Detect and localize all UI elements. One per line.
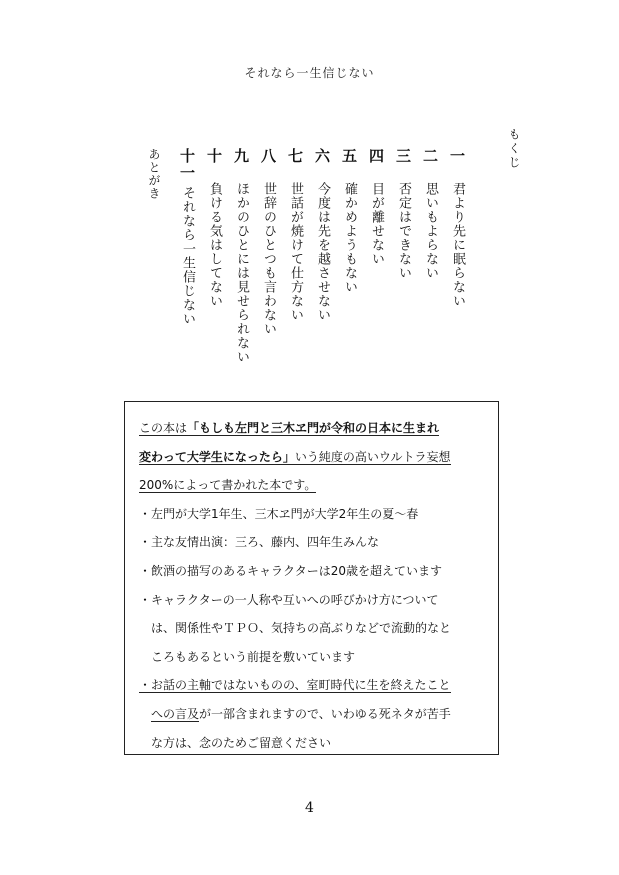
notice-box — [124, 401, 499, 755]
chapter-title: 世辞のひとつも言わない — [261, 182, 276, 336]
notice-bullet-continued: ころもあるという前提を敷いています — [151, 649, 356, 664]
toc-entry — [174, 148, 201, 358]
toc-entry — [444, 148, 471, 358]
toc-entry — [417, 148, 444, 358]
chapter-title: 目が離せない — [369, 182, 384, 266]
chapter-number: 十一 — [179, 147, 195, 182]
notice-bullet: ・主な友情出演：三ろ、藤内、四年生みんな — [139, 535, 380, 550]
toc-entry — [255, 148, 282, 358]
notice-text: が一部含まれますので、いわゆる死ネタが苦手 — [199, 706, 451, 721]
notice-line — [139, 700, 486, 729]
toc-entry — [228, 147, 255, 364]
chapter-number: 一 — [449, 147, 465, 165]
notice-text: この本は — [139, 421, 188, 435]
toc-entry — [309, 148, 336, 358]
notice-line — [139, 471, 486, 500]
chapter-number: 四 — [368, 147, 384, 165]
chapter-number: 二 — [422, 147, 438, 165]
notice-line — [139, 414, 486, 443]
running-header: それなら一生信じない — [244, 66, 375, 80]
chapter-title: 否定はできない — [396, 182, 411, 280]
chapter-number: 五 — [341, 147, 357, 165]
chapter-number: 六 — [314, 147, 330, 165]
toc-entry — [363, 148, 390, 358]
chapter-title: 負ける気はしてない — [207, 182, 222, 308]
notice-text: いう純度の高いウルトラ妄想 — [294, 449, 451, 464]
chapter-number: 三 — [395, 147, 411, 165]
toc-afterword: あとがき — [147, 148, 161, 200]
toc-entry — [282, 148, 309, 358]
notice-emphasis: 変わって大学生になったら」 — [139, 449, 295, 464]
chapter-number: 九 — [233, 147, 249, 165]
page-number: 4 — [305, 800, 314, 816]
chapter-title: それなら一生信じない — [180, 186, 195, 326]
chapter-title: ほかのひとには見せられない — [234, 182, 249, 364]
chapter-title: 思いもよらない — [423, 182, 438, 280]
chapter-number: 七 — [287, 147, 303, 165]
notice-emphasis: 「もしも左門と三木ヱ門が令和の日本に生まれ — [187, 421, 440, 435]
toc-entry — [336, 148, 363, 358]
chapter-title: 今度は先を越させない — [315, 182, 330, 322]
notice-bullet: ・左門が大学1年生、三木ヱ門が大学2年生の夏〜春 — [139, 506, 419, 521]
notice-line — [139, 443, 486, 472]
chapter-title: 君より先に眠らない — [450, 182, 465, 308]
chapter-number: 十 — [206, 147, 222, 165]
notice-bullet-continued: な方は、念のためご留意ください — [151, 735, 332, 750]
notice-text: ・お話の主軸ではないものの、室町時代に生を終えたこと — [139, 678, 451, 693]
notice-text: への言及 — [151, 706, 200, 721]
toc-title: もくじ — [507, 128, 521, 170]
notice-line — [139, 671, 486, 700]
notice-bullet: ・キャラクターの一人称や互いへの呼びかけ方について — [139, 592, 439, 607]
table-of-contents — [174, 147, 471, 364]
chapter-title: 確かめようもない — [342, 182, 357, 294]
toc-entry — [390, 148, 417, 358]
chapter-title: 世話が焼けて仕方ない — [288, 182, 303, 322]
chapter-number: 八 — [260, 147, 276, 165]
notice-bullet: ・飲酒の描写のあるキャラクターは20歳を超えています — [139, 563, 443, 578]
toc-entry — [201, 148, 228, 358]
notice-text: 200%によって書かれた本です。 — [139, 478, 317, 493]
notice-bullet-continued: は、関係性やＴＰＯ、気持ちの高ぶりなどで流動的なと — [151, 621, 452, 636]
